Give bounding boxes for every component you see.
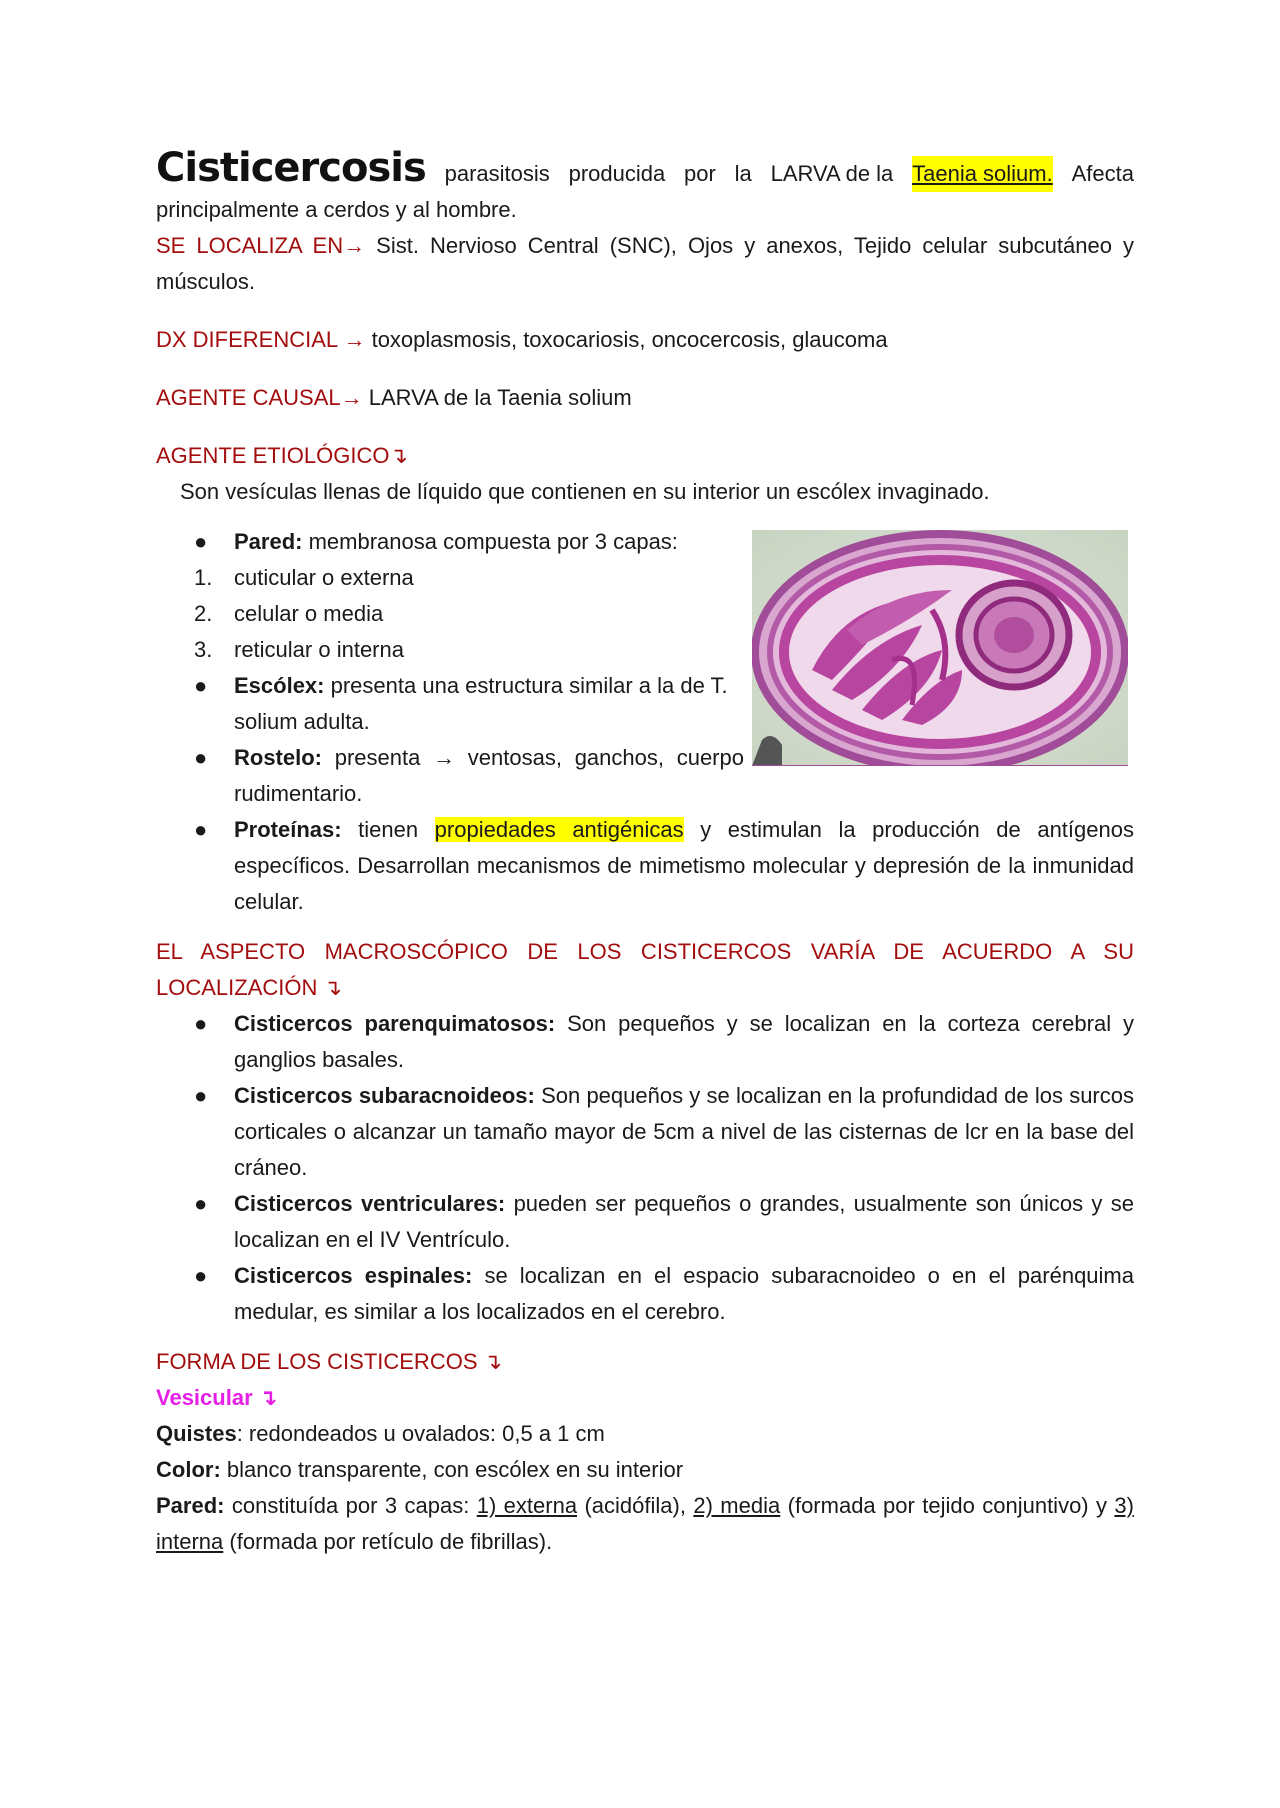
document-body <box>156 145 1134 1560</box>
pared-text-part: (formada por retículo de fibrillas). <box>223 1529 553 1554</box>
intro-word: Afecta <box>1071 161 1134 186</box>
bullet-marker: ● <box>194 673 208 698</box>
pared-text-part: (formada por tejido conjuntivo) y <box>780 1493 1115 1518</box>
rostelo-text: presenta → ventosas, ganchos, cuerpo rudimentario. <box>234 745 744 806</box>
list-item <box>156 1258 1134 1330</box>
forma-heading: FORMA DE LOS CISTICERCOS ↴ <box>156 1349 503 1374</box>
aspecto-item-label: Cisticercos subaracnoideos: <box>234 1083 535 1108</box>
aspecto-item-text: Son pequeños y se localizan en la corteza cerebral y ganglios basales. <box>234 1011 1134 1072</box>
dx-paragraph <box>156 322 1134 358</box>
capa-text: celular o media <box>234 601 384 626</box>
bullet-marker: ● <box>194 1191 208 1216</box>
rostelo-label: Rostelo: <box>234 745 322 770</box>
localiza-paragraph <box>156 228 1134 300</box>
list-item <box>156 668 744 740</box>
escolex-label: Escólex: <box>234 673 325 698</box>
escolex-text: presenta una estructura similar a la de T. solium adulta. <box>234 673 728 734</box>
highlighted-species: Taenia solium. <box>912 156 1053 192</box>
bullet-marker: ● <box>194 1263 208 1288</box>
bullet-marker: ● <box>194 817 208 842</box>
localiza-label: SE LOCALIZA EN→ <box>156 233 366 258</box>
structure-section <box>156 524 1134 920</box>
proteinas-pre: tienen <box>358 817 419 842</box>
agente-causal-label: AGENTE CAUSAL→ <box>156 385 363 410</box>
capa-media: 2) media <box>693 1493 781 1518</box>
proteinas-highlight: propiedades antigénicas <box>434 817 684 842</box>
color-line <box>156 1452 1134 1488</box>
quistes-line <box>156 1416 1134 1452</box>
intro-line-2: principalmente a cerdos y al hombre. <box>156 197 517 222</box>
aspecto-item-label: Cisticercos espinales: <box>234 1263 473 1288</box>
pared-text-part: (acidófila), <box>577 1493 694 1518</box>
list-item <box>156 632 794 668</box>
capa-externa: 1) externa <box>476 1493 578 1518</box>
pared-text-part: constituída por 3 capas: <box>224 1493 477 1518</box>
pared-text: membranosa compuesta por 3 capas: <box>308 529 678 554</box>
list-number: 1. <box>194 565 213 590</box>
bullet-marker: ● <box>194 745 208 770</box>
list-item <box>156 1006 1134 1078</box>
agente-causal-paragraph <box>156 380 1134 416</box>
capa-text: cuticular o externa <box>234 565 414 590</box>
list-item <box>156 524 794 560</box>
intro-word: por <box>684 161 716 186</box>
list-number: 2. <box>194 601 213 626</box>
proteinas-post: y estimulan la producción de antígenos específicos. Desarrollan mecanismos de mimetismo molecular y depresión de la inmunidad celular. <box>234 817 1134 914</box>
list-item <box>156 596 794 632</box>
aspecto-item-label: Cisticercos ventriculares: <box>234 1191 506 1216</box>
quistes-label: Quistes <box>156 1421 237 1446</box>
list-item <box>156 560 794 596</box>
pared-line <box>156 1488 1134 1560</box>
color-text: blanco transparente, con escólex en su interior <box>220 1457 684 1482</box>
agente-etiologico-label: AGENTE ETIOLÓGICO↴ <box>156 443 408 468</box>
intro-word: LARVA de la <box>770 161 894 186</box>
bullet-marker: ● <box>194 1083 208 1108</box>
quistes-text: : redondeados u ovalados: 0,5 a 1 cm <box>236 1421 605 1446</box>
aspecto-item-label: Cisticercos parenquimatosos: <box>234 1011 556 1036</box>
bullet-marker: ● <box>194 1011 208 1036</box>
forma-pared-label: Pared: <box>156 1493 225 1518</box>
intro-line <box>156 145 1134 192</box>
dx-text: toxoplasmosis, toxocariosis, oncocercosis, glaucoma <box>371 327 888 352</box>
intro-word: producida <box>568 161 666 186</box>
pared-label: Pared: <box>234 529 303 554</box>
list-number: 3. <box>194 637 213 662</box>
list-item <box>156 1186 1134 1258</box>
aspecto-heading: EL ASPECTO MACROSCÓPICO DE LOS CISTICERCOS VARÍA DE ACUERDO A SU LOCALIZACIÓN ↴ <box>156 939 1134 1000</box>
dx-label: DX DIFERENCIAL → <box>156 327 366 352</box>
bullet-marker: ● <box>194 529 208 554</box>
color-label: Color: <box>156 1457 221 1482</box>
list-item <box>156 740 744 812</box>
agente-causal-text: LARVA de la Taenia solium <box>368 385 632 410</box>
intro-word: parasitosis <box>444 161 550 186</box>
aspecto-item-text: pueden ser pequeños o grandes, usualmente son únicos y se localizan en el IV Ventrículo. <box>234 1191 1134 1252</box>
forma-subheading: Vesicular ↴ <box>156 1385 278 1410</box>
capa-text: reticular o interna <box>234 637 404 662</box>
aspecto-item-text: se localizan en el espacio subaracnoideo o en el parénquima medular, es similar a los localizados en el cerebro. <box>234 1263 1134 1324</box>
intro-word: la <box>734 161 752 186</box>
capa-interna: 3) interna <box>156 1493 1134 1554</box>
aspecto-item-text: Son pequeños y se localizan en la profundidad de los surcos corticales o alcanzar un tamaño mayor de 5cm a nivel de las cisternas de lcr en la base del cráneo. <box>234 1083 1134 1180</box>
page-title: Cisticercosis <box>156 145 426 191</box>
agente-etiologico-text: Son vesículas llenas de líquido que contienen en su interior un escólex invaginado. <box>180 479 990 504</box>
list-item <box>156 812 1134 920</box>
localiza-text: Sist. Nervioso Central (SNC), Ojos y anexos, Tejido celular subcutáneo y músculos. <box>156 233 1134 294</box>
histology-image <box>752 530 1128 766</box>
proteinas-label: Proteínas: <box>234 817 342 842</box>
list-item <box>156 1078 1134 1186</box>
